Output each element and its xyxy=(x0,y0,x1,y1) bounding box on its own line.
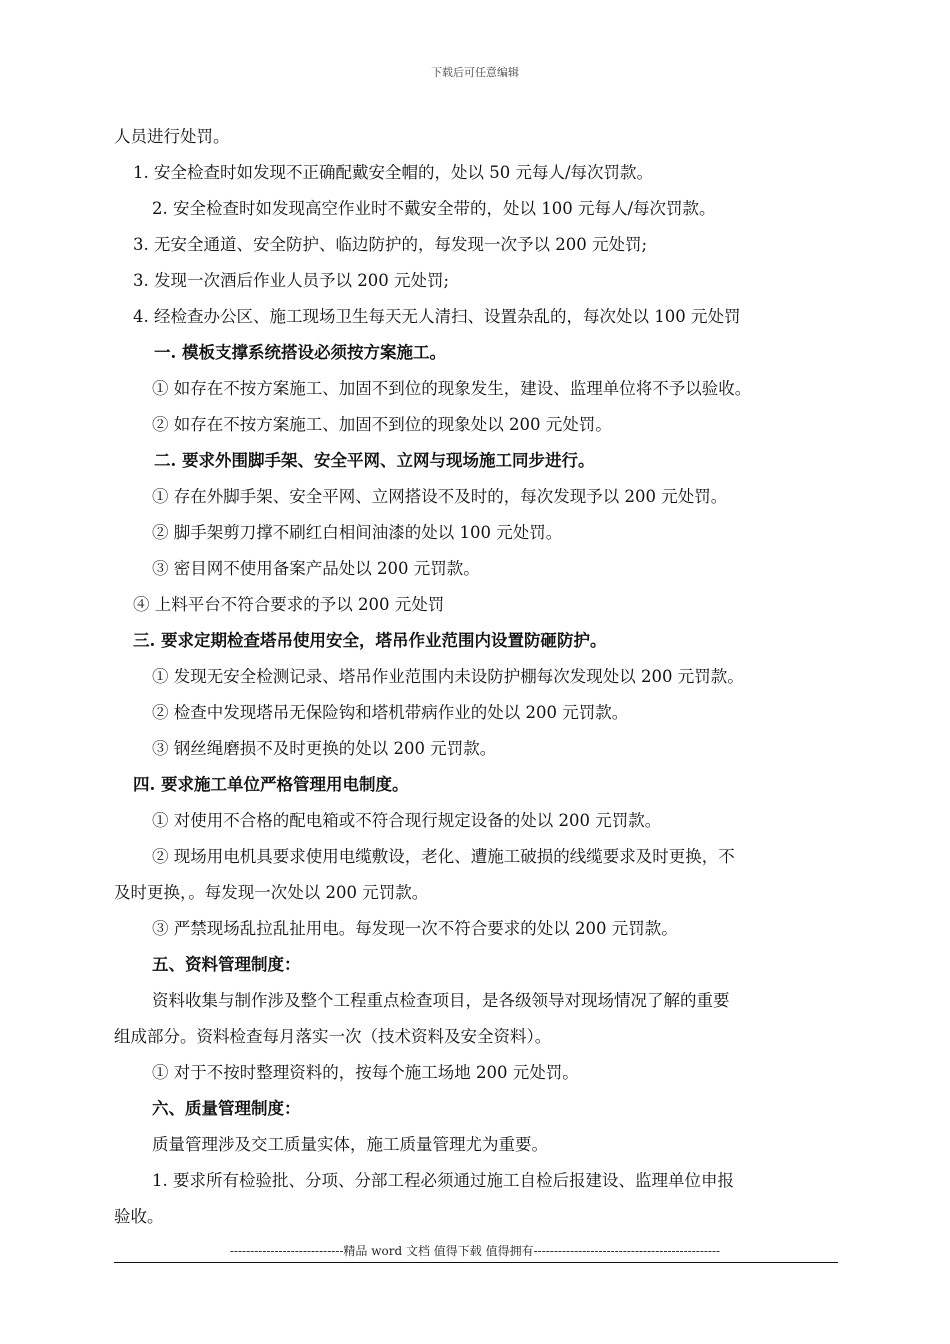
paragraph-line: 及时更换，。每发现一次处以 200 元罚款。 xyxy=(114,883,429,902)
paragraph-line: 人员进行处罚。 xyxy=(114,127,230,146)
list-item: ① 对于不按时整理资料的，按每个施工场地 200 元处罚。 xyxy=(152,1063,579,1082)
list-item: ③ 严禁现场乱拉乱扯用电。每发现一次不符合要求的处以 200 元罚款。 xyxy=(152,919,678,938)
paragraph-line: 资料收集与制作涉及整个工程重点检查项目，是各级领导对现场情况了解的重要 xyxy=(152,991,730,1010)
list-item: ④ 上料平台不符合要求的予以 200 元处罚 xyxy=(133,595,445,614)
list-item: ② 现场用电机具要求使用电缆敷设，老化、遭施工破损的线缆要求及时更换，不 xyxy=(152,847,735,866)
section-heading: 四. 要求施工单位严格管理用电制度。 xyxy=(133,775,409,794)
list-item: 1. 安全检查时如发现不正确配戴安全帽的，处以 50 元每人/每次罚款。 xyxy=(133,163,654,182)
section-heading: 六、质量管理制度： xyxy=(152,1099,301,1118)
section-heading: 三. 要求定期检查塔吊使用安全，塔吊作业范围内设置防砸防护。 xyxy=(133,631,607,650)
section-heading: 一. 模板支撑系统搭设必须按方案施工。 xyxy=(154,343,446,362)
list-item: 4. 经检查办公区、施工现场卫生每天无人清扫、设置杂乱的，每次处以 100 元处罚 xyxy=(133,307,741,326)
paragraph-line: 质量管理涉及交工质量实体，施工质量管理尤为重要。 xyxy=(152,1135,548,1154)
footer-note: ----------------------------精品 word 文档 值得下载 值得拥有---------------------------------------------- xyxy=(229,1244,721,1258)
paragraph-line: 验收。 xyxy=(114,1207,164,1226)
list-item: ② 脚手架剪刀撑不刷红白相间油漆的处以 100 元处罚。 xyxy=(152,523,563,542)
list-item: ① 存在外脚手架、安全平网、立网搭设不及时的，每次发现予以 200 元处罚。 xyxy=(152,487,728,506)
list-item: 3. 发现一次酒后作业人员予以 200 元处罚; xyxy=(133,271,450,290)
footer-divider xyxy=(114,1262,838,1263)
list-item: 3. 无安全通道、安全防护、临边防护的，每发现一次予以 200 元处罚; xyxy=(133,235,648,254)
list-item: 2. 安全检查时如发现高空作业时不戴安全带的，处以 100 元每人/每次罚款。 xyxy=(152,199,716,218)
header-note: 下载后可任意编辑 xyxy=(431,66,519,79)
list-item: ② 检查中发现塔吊无保险钩和塔机带病作业的处以 200 元罚款。 xyxy=(152,703,629,722)
list-item: ③ 密目网不使用备案产品处以 200 元罚款。 xyxy=(152,559,480,578)
section-heading: 五、资料管理制度： xyxy=(152,955,301,974)
list-item: ③ 钢丝绳磨损不及时更换的处以 200 元罚款。 xyxy=(152,739,497,758)
list-item: ① 如存在不按方案施工、加固不到位的现象发生，建设、监理单位将不予以验收。 xyxy=(152,379,752,398)
list-item: ① 对使用不合格的配电箱或不符合现行规定设备的处以 200 元罚款。 xyxy=(152,811,662,830)
list-item: 1. 要求所有检验批、分项、分部工程必须通过施工自检后报建设、监理单位申报 xyxy=(152,1171,734,1190)
document-body xyxy=(114,119,838,1235)
list-item: ② 如存在不按方案施工、加固不到位的现象处以 200 元处罚。 xyxy=(152,415,612,434)
section-heading: 二. 要求外围脚手架、安全平网、立网与现场施工同步进行。 xyxy=(154,451,595,470)
paragraph-line: 组成部分。资料检查每月落实一次（技术资料及安全资料）。 xyxy=(114,1027,552,1046)
list-item: ① 发现无安全检测记录、塔吊作业范围内未设防护棚每次发现处以 200 元罚款。 xyxy=(152,667,744,686)
